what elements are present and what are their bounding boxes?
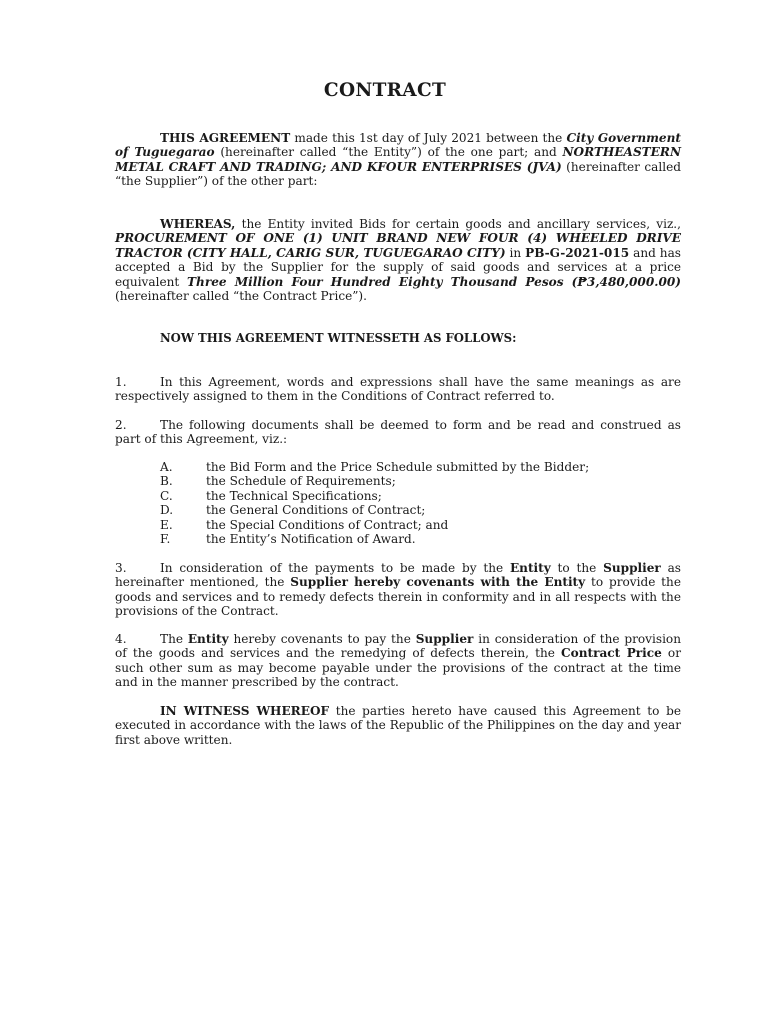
contract-documents-list bbox=[160, 460, 680, 546]
clause-4-text-2: hereby covenants to pay the bbox=[228, 632, 416, 646]
list-item-letter: C. bbox=[160, 488, 173, 503]
list-item-text: the General Conditions of Contract; bbox=[206, 503, 426, 518]
intro-lead: THIS AGREEMENT bbox=[160, 131, 291, 145]
whereas-text-3: and has accepted a Bid by the Supplier for the supply of said goods and services at a price equivalent bbox=[115, 245, 681, 289]
clause-1 bbox=[115, 375, 681, 404]
intro-text-2: (hereinafter called “the Entity”) of the one part; and bbox=[214, 145, 563, 160]
list-item-letter: E. bbox=[160, 517, 173, 532]
contract-price: Three Million Four Hundred Eighty Thousand Pesos (₱3,480,000.00) bbox=[187, 274, 681, 289]
clause-2-number: 2. bbox=[115, 418, 127, 432]
clause-4-supplier: Supplier bbox=[415, 632, 474, 646]
list-item-letter: F. bbox=[160, 532, 171, 547]
witnesseth-heading: NOW THIS AGREEMENT WITNESSETH AS FOLLOWS: bbox=[160, 331, 517, 345]
clause-3-entity: Entity bbox=[509, 561, 551, 575]
clause-3-text-2: to the bbox=[550, 561, 604, 575]
clause-4-number: 4. bbox=[115, 632, 127, 646]
list-item bbox=[160, 518, 680, 532]
entity-name: City Government of Tuguegarao bbox=[115, 131, 681, 160]
clause-2 bbox=[115, 418, 681, 447]
clause-1-text: In this Agreement, words and expressions shall have the same meanings as are respectively assigned to them in the Conditions of Contract referred to. bbox=[115, 375, 681, 404]
list-item bbox=[160, 474, 680, 488]
clause-3-supplier: Supplier bbox=[603, 561, 661, 575]
clause-4 bbox=[115, 632, 681, 690]
list-item-letter: B. bbox=[160, 474, 173, 489]
document-title: CONTRACT bbox=[323, 80, 447, 101]
clause-3-text-4: to provide the goods and services and to remedy defects therein in conformity and in all respects with the provisions of the Contract. bbox=[115, 575, 681, 619]
list-item bbox=[160, 503, 680, 517]
whereas-lead: WHEREAS, bbox=[160, 217, 236, 231]
intro-text-1: made this 1st day of July 2021 between the bbox=[290, 131, 567, 145]
witness-lead: IN WITNESS WHEREOF bbox=[160, 704, 330, 718]
clause-3-text-1: In consideration of the payments to be made by the bbox=[160, 561, 510, 575]
clause-4-contract-price: Contract Price bbox=[561, 646, 662, 661]
whereas-text-1: the Entity invited Bids for certain goods and ancillary services, viz., bbox=[235, 217, 681, 231]
list-item-text: the Bid Form and the Price Schedule submitted by the Bidder; bbox=[206, 460, 590, 474]
list-item-text: the Schedule of Requirements; bbox=[206, 474, 396, 489]
list-item-text: the Special Conditions of Contract; and bbox=[206, 517, 449, 532]
clause-4-text-3: in consideration of the provision of the goods and services and the remedying of defects therein, the bbox=[115, 632, 682, 661]
list-item bbox=[160, 489, 680, 503]
whereas-text-4: (hereinafter called “the Contract Price”). bbox=[115, 289, 367, 304]
clause-3-number: 3. bbox=[115, 561, 127, 575]
agreement-intro bbox=[115, 131, 681, 189]
list-item-text: the Technical Specifications; bbox=[206, 488, 382, 503]
list-item-letter: A. bbox=[160, 460, 173, 474]
clause-1-number: 1. bbox=[115, 375, 127, 389]
list-item-letter: D. bbox=[160, 503, 174, 518]
goods-description: PROCUREMENT OF ONE (1) UNIT BRAND NEW FOUR (4) WHEELED DRIVE TRACTOR (CITY HALL, CARIG SUR, TUGUEGARAO CITY) bbox=[115, 231, 681, 260]
witness-text: the parties hereto have caused this Agreement to be executed in accordance with the laws of the Republic of the Philippines on the day and year first above written. bbox=[115, 704, 681, 747]
supplier-name: NORTHEASTERN METAL CRAFT AND TRADING; AND KFOUR ENTERPRISES (JVA) bbox=[115, 145, 681, 174]
whereas-paragraph bbox=[115, 217, 681, 303]
list-item bbox=[160, 532, 680, 546]
clause-3 bbox=[115, 561, 681, 619]
clause-4-entity: Entity bbox=[187, 632, 229, 646]
witnesseth-heading-block bbox=[115, 331, 681, 345]
whereas-text-2: in bbox=[505, 245, 526, 260]
clause-3-text-3: as hereinafter mentioned, the bbox=[115, 561, 682, 590]
clause-3-covenant: Supplier hereby covenants with the Entity bbox=[290, 575, 586, 590]
clause-4-text-4: or such other sum as may become payable under the provisions of the contract at the time and in the manner prescribed by the contract. bbox=[115, 646, 681, 690]
list-item-text: the Entity’s Notification of Award. bbox=[206, 532, 416, 547]
list-item bbox=[160, 460, 680, 474]
witness-clause bbox=[115, 704, 681, 747]
intro-text-3: (hereinafter called “the Supplier”) of the other part: bbox=[115, 159, 681, 189]
bid-reference: PB-G-2021-015 bbox=[525, 245, 630, 260]
clause-4-text-1: The bbox=[160, 632, 188, 646]
clause-2-text: The following documents shall be deemed to form and be read and construed as part of this Agreement, viz.: bbox=[115, 418, 681, 447]
